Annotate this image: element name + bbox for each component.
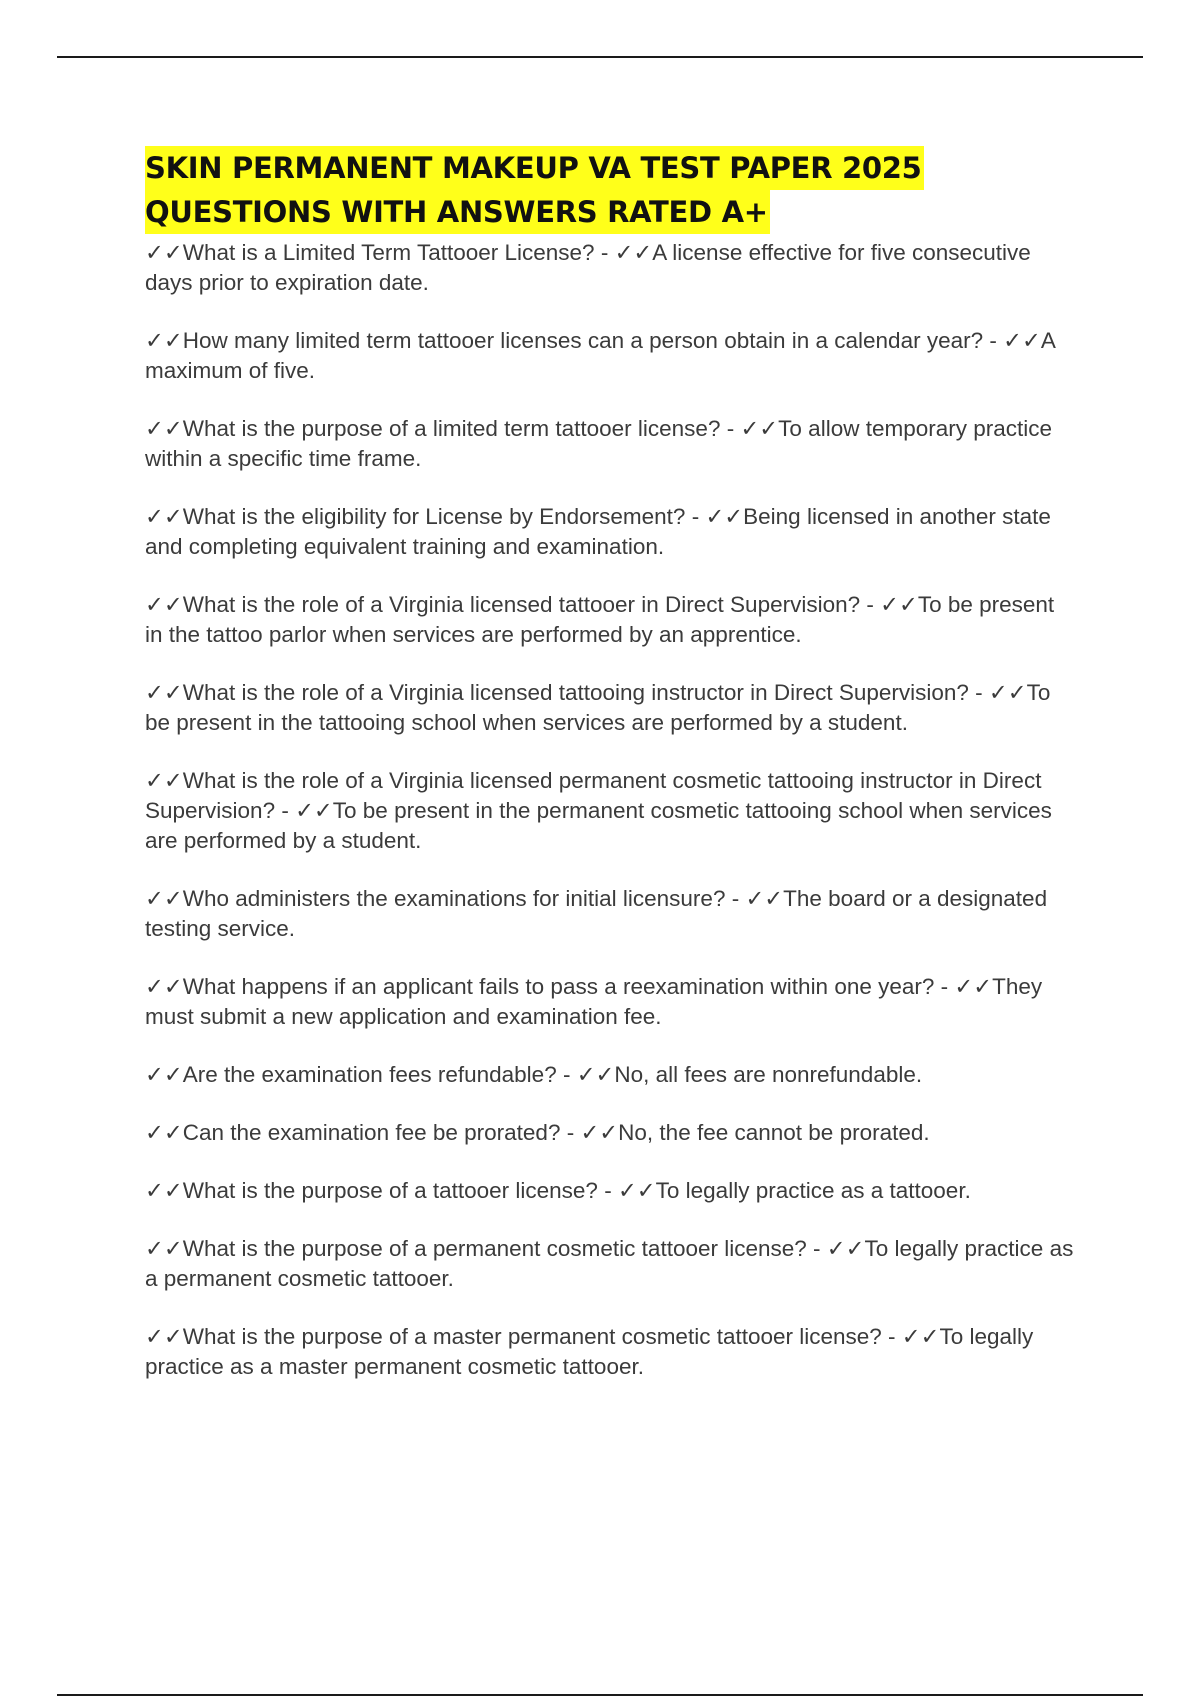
document-title xyxy=(145,146,1075,234)
qa-item: ✓✓Are the examination fees refundable? - ✓✓No, all fees are nonrefundable. xyxy=(145,1062,923,1087)
qa-item: ✓✓Who administers the examinations for initial licensure? - ✓✓The board or a designated testing service. xyxy=(145,886,1048,941)
qa-item: ✓✓What is the purpose of a tattooer license? - ✓✓To legally practice as a tattooer. xyxy=(145,1178,971,1203)
qa-item: ✓✓Can the examination fee be prorated? - ✓✓No, the fee cannot be prorated. xyxy=(145,1120,930,1145)
qa-item: ✓✓What is the role of a Virginia licensed tattooing instructor in Direct Supervision? - ✓✓To be present in the tattooing school when services are performed by a student. xyxy=(145,680,1051,735)
qa-item: ✓✓What is the purpose of a permanent cosmetic tattooer license? - ✓✓To legally practice as a permanent cosmetic tattooer. xyxy=(145,1236,1074,1291)
qa-item: ✓✓What is the eligibility for License by Endorsement? - ✓✓Being licensed in another state and completing equivalent training and examination. xyxy=(145,504,1051,559)
qa-item: ✓✓What happens if an applicant fails to pass a reexamination within one year? - ✓✓They must submit a new application and examination fee. xyxy=(145,974,1043,1029)
qa-item: ✓✓How many limited term tattooer licenses can a person obtain in a calendar year? - ✓✓A maximum of five. xyxy=(145,328,1055,383)
top-rule xyxy=(57,56,1143,58)
qa-item: ✓✓What is the role of a Virginia licensed permanent cosmetic tattooing instructor in Direct Supervision? - ✓✓To be present in the permanent cosmetic tattooing school when services are performed by a student. xyxy=(145,768,1052,853)
qa-item: ✓✓What is the purpose of a limited term tattooer license? - ✓✓To allow temporary practice within a specific time frame. xyxy=(145,416,1053,471)
title-line-1: SKIN PERMANENT MAKEUP VA TEST PAPER 2025 xyxy=(145,146,924,190)
qa-item: ✓✓What is a Limited Term Tattooer License? - ✓✓A license effective for five consecutive days prior to expiration date. xyxy=(145,240,1031,295)
qa-item: ✓✓What is the purpose of a master permanent cosmetic tattooer license? - ✓✓To legally practice as a master permanent cosmetic tattooer. xyxy=(145,1324,1034,1379)
title-line-2: QUESTIONS WITH ANSWERS RATED A+ xyxy=(145,190,770,234)
bottom-rule xyxy=(57,1694,1143,1696)
document-body xyxy=(145,146,1075,1410)
qa-item: ✓✓What is the role of a Virginia licensed tattooer in Direct Supervision? - ✓✓To be present in the tattoo parlor when services are performed by an apprentice. xyxy=(145,592,1055,647)
